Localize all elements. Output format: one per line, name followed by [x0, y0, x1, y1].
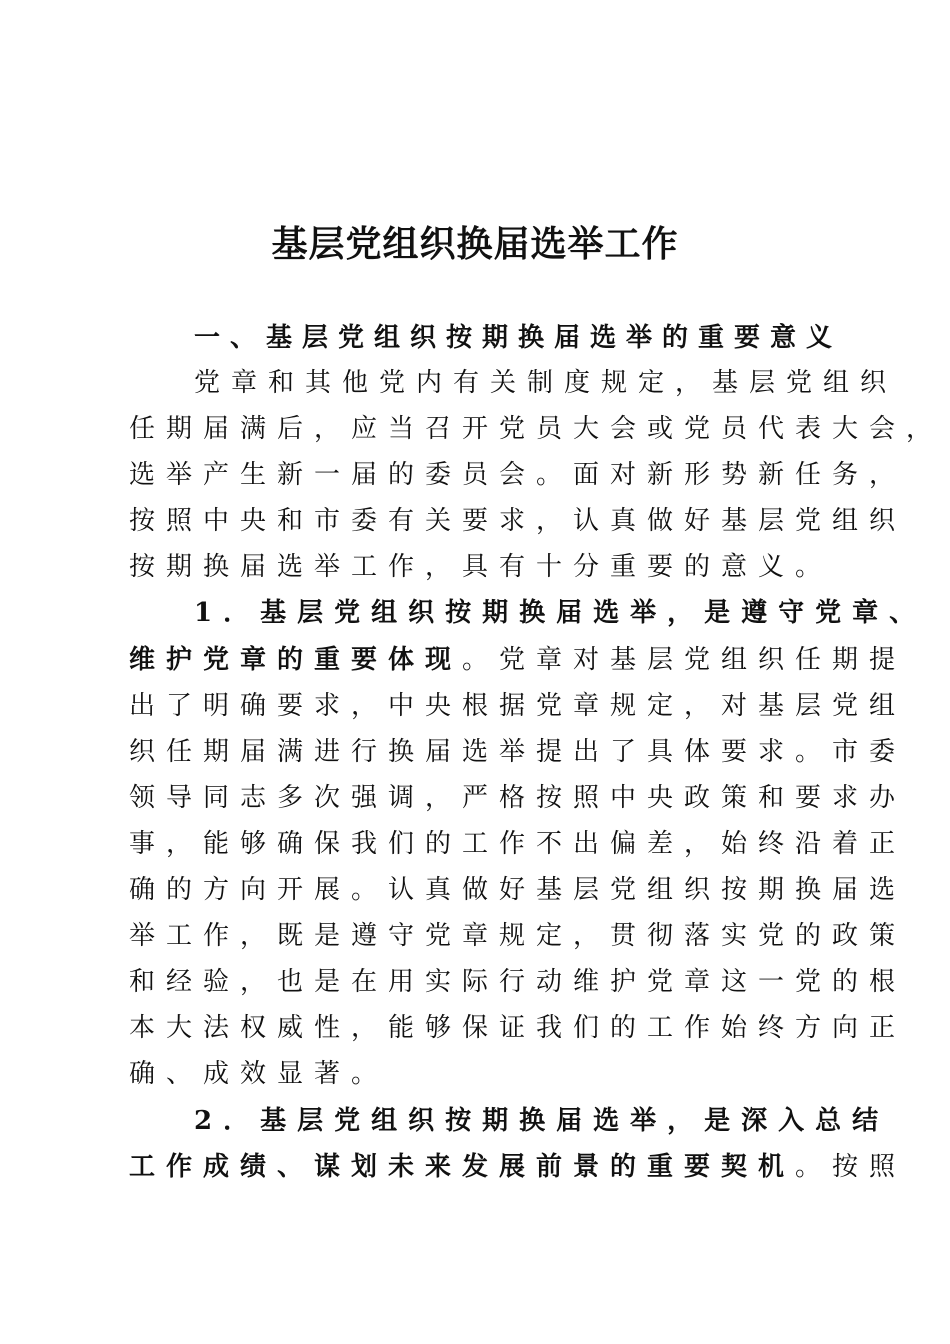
paragraph-line: 任期届满后，应当召开党员大会或党员代表大会， [129, 414, 944, 444]
paragraph-line: 出了明确要求，中央根据党章规定，对基层党组 [129, 691, 907, 721]
paragraph-line: 确的方向开展。认真做好基层党组织按期换届选 [129, 875, 907, 905]
paragraph-line: 选举产生新一届的委员会。面对新形势新任务， [129, 460, 907, 490]
point1-heading-line [194, 591, 927, 635]
point2-bold-text: 工作成绩、谋划未来发展前景的重要契机 [129, 1152, 796, 1182]
point1-line [129, 638, 907, 682]
paragraph-line: 按照中央和市委有关要求，认真做好基层党组织 [129, 506, 907, 536]
paragraph-line: 事，能够确保我们的工作不出偏差，始终沿着正 [129, 829, 907, 859]
point2-text: 。按照 [795, 1152, 907, 1182]
point1-bold-text: 1．基层党组织按期换届选举，是遵守党章、 [194, 598, 927, 628]
paragraph-line: 按期换届选举工作，具有十分重要的意义。 [129, 552, 833, 582]
paragraph-line: 举工作，既是遵守党章规定，贯彻落实党的政策 [129, 921, 907, 951]
point2-heading-line [194, 1099, 894, 1143]
point2-line [129, 1145, 907, 1189]
paragraph-line: 织任期届满进行换届选举提出了具体要求。市委 [129, 737, 907, 767]
paragraph-line: 确、成效显著。 [129, 1059, 389, 1089]
document-title: 基层党组织换届选举工作 [271, 223, 679, 265]
point2-bold-text: 2．基层党组织按期换届选举，是深入总结 [194, 1106, 890, 1136]
paragraph-line: 本大法权威性，能够保证我们的工作始终方向正 [129, 1013, 907, 1043]
paragraph-line: 和经验，也是在用实际行动维护党章这一党的根 [129, 967, 907, 997]
point1-text: 。党章对基层党组织任期提 [462, 645, 907, 675]
paragraph-line: 领导同志多次强调，严格按照中央政策和要求办 [129, 783, 907, 813]
section-heading: 一、基层党组织按期换届选举的重要意义 [194, 323, 843, 353]
paragraph-line: 党章和其他党内有关制度规定，基层党组织 [194, 368, 898, 398]
point1-bold-text: 维护党章的重要体现 [129, 645, 463, 675]
